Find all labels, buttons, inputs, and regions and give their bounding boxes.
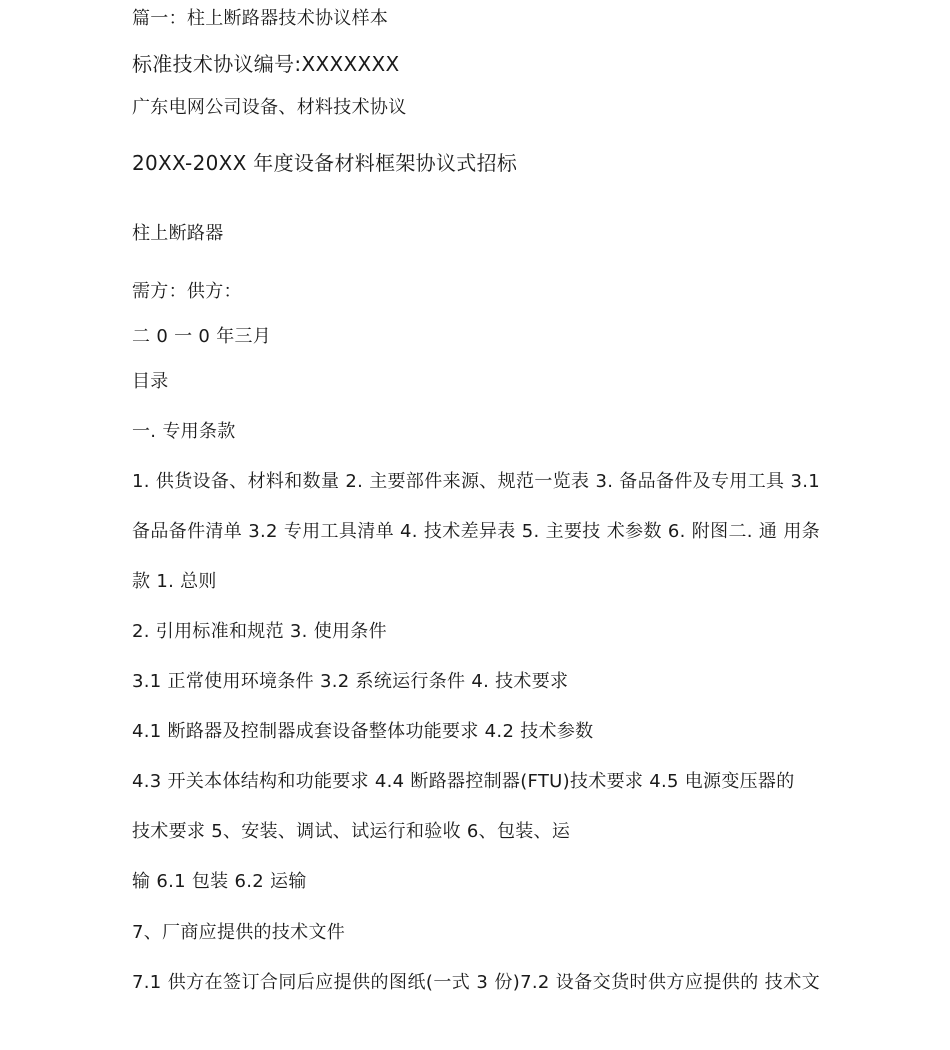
parties-line: 需方：供方： <box>132 281 242 302</box>
agreement-number: 标准技术协议编号:XXXXXXX <box>132 52 400 76</box>
toc-line: 1. 供货设备、材料和数量 2. 主要部件来源、规范一览表 3. 备品备件及专用工具 3.1 <box>132 471 820 492</box>
toc-line: 2. 引用标准和规范 3. 使用条件 <box>132 621 387 642</box>
tender-title: 20XX-20XX 年度设备材料框架协议式招标 <box>132 151 518 175</box>
toc-line: 3.1 正常使用环境条件 3.2 系统运行条件 4. 技术要求 <box>132 671 569 692</box>
toc-line: 7、厂商应提供的技术文件 <box>132 922 346 943</box>
toc-line: 输 6.1 包装 6.2 运输 <box>132 871 307 892</box>
company-title: 广东电网公司设备、材料技术协议 <box>132 97 407 118</box>
date-line: 二 0 一 0 年三月 <box>132 326 272 347</box>
toc-line: 备品备件清单 3.2 专用工具清单 4. 技术差异表 5. 主要技 术参数 6. 附图二. 通 用条 <box>132 521 820 542</box>
toc-line: 7.1 供方在签订合同后应提供的图纸(一式 3 份)7.2 设备交货时供方应提供的 技术文 <box>132 972 820 993</box>
toc-line: 4.1 断路器及控制器成套设备整体功能要求 4.2 技术参数 <box>132 721 594 742</box>
toc-line: 款 1. 总则 <box>132 571 217 592</box>
toc-heading: 目录 <box>132 371 169 392</box>
product-name: 柱上断路器 <box>132 223 224 244</box>
toc-section-special-terms: 一. 专用条款 <box>132 421 236 442</box>
toc-line: 技术要求 5、安装、调试、试运行和验收 6、包装、运 <box>132 821 571 842</box>
document-heading: 篇一：柱上断路器技术协议样本 <box>132 8 389 29</box>
toc-line: 4.3 开关本体结构和功能要求 4.4 断路器控制器(FTU)技术要求 4.5 电源变压器的 <box>132 771 795 792</box>
